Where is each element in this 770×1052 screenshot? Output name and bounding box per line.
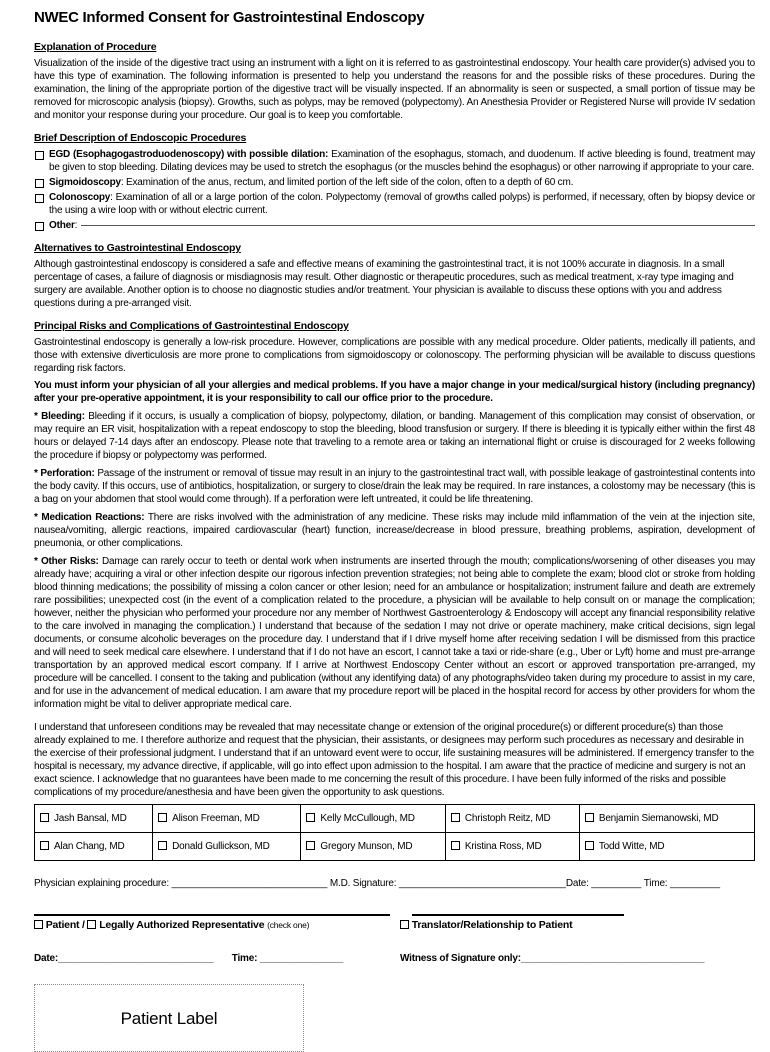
section-heading-alternatives: Alternatives to Gastrointestinal Endoscopy [34,242,241,254]
procedure-text: : Examination of the anus, rectum, and limited portion of the left side of the colon, often to a depth of 60 cm. [120,177,574,188]
physician-name: Kelly McCullough, MD [320,813,415,824]
procedure-text: Examination of the esophagus, stomach, and duodenum. If active bleeding is found, treatment may be given to stop bleeding. Dilating devices may be used to stretch the esophagus (or the muscles behind the esophagus) or other narrowing if appropriate to your care. [49,149,755,173]
date-line[interactable]: _________ [591,878,642,889]
checkbox-icon[interactable] [34,920,43,929]
physician-name: Alan Chang, MD [54,841,125,852]
procedure-label: Colonoscopy [49,192,111,203]
alternatives-body: Although gastrointestinal endoscopy is considered a safe and effective means of examining the gastrointestinal tract, it is not 100% accurate in diagnosis. In a small percentage of cases, a failure of diagnosis or misdiagnosis may result. Other diagnostic or therapeutic procedures, such as medical treatment, x-ray type imaging and surgery are available. Another option is to choose no diagnostic studies and/or treatment. Your physician is available to discuss these options with you and address questions during a pre-arranged visit. [34,259,734,309]
checkbox-icon[interactable] [40,813,49,822]
physician-selection-table [34,804,755,861]
signer-separator: / [79,919,88,931]
witness-line[interactable]: _________________________________ [520,953,705,964]
procedure-item-other [34,219,755,232]
physician-name: Benjamin Siemanowski, MD [598,813,719,824]
translator-signature-block [400,914,640,932]
risk-label: * Medication Reactions: [34,512,145,523]
lar-label: Legally Authorized Representative [99,919,268,931]
procedure-label: EGD (Esophagogastroduodenoscopy) with possible dilation: [49,149,329,160]
physician-name: Christoph Reitz, MD [464,813,551,824]
procedure-item-colonoscopy [34,191,755,217]
risks-warning: You must inform your physician of all your allergies and medical problems. If you have a major change in your medical/surgical history (including pregnancy) after your pre-operative appointment, it is your responsibility to call our office prior to the procedure. [34,380,755,404]
checkbox-icon[interactable] [306,813,315,822]
translator-label: Translator/Relationship to Patient [411,919,573,931]
physician-name: Alison Freeman, MD [172,813,260,824]
physician-cell[interactable] [153,833,301,861]
risk-item-other-risks [34,555,755,711]
section-heading-procedures: Brief Description of Endoscopic Procedures [34,132,247,144]
risk-text: Bleeding if it occurs, is usually a complication of biopsy, polypectomy, dilation, or banding. Management of this complication may consist of observation, or may require an ER visit, hospitalization with a repeat endoscopy to stop the bleeding, blood transfusion or surgery. If there is bleeding it is typically either within the first 48 hours or delayed 7-14 days after an endoscopy. Please note that traveling to a remote area or taking an international flight or cruise is discouraged for 2 weeks following the procedure if biopsy or polypectomy was performed. [34,411,755,461]
physician-cell[interactable] [445,805,579,833]
risk-text: Damage can rarely occur to teeth or dental work when instruments are inserted through the mouth; complications/worsening of other diseases you may already have; acquiring a viral or other infection despite our rigorous infection prevention strategies; not being able to complete the exam; blood clot or stroke from holding blood thinning medications; the possibility of missing a colon cancer or other lesion; need for an ambulance or hospitalization; instrument failure and death are extremely rare possibilities; unexpected cost (in the event of a complication related to the procedure, a physician will be available to help consult on or manage the complication; however, neither the physician who performed your procedure nor any member of Northwest Gastroenterology & Endoscopy will accept any financial responsibility relative to the care involved in managing the complication.) I understand that because of the sedation I may not drive or operate machinery, make critical decisions, sign legal documents, or consume alcoholic beverages on the procedure day. I understand that if I drive myself home after receiving sedation I will be dismissed from this practice and will need to seek medical care elsewhere. I understand that if I do not have an escort, I cannot take a taxi or ride-share (e.g., Uber or Lyft) home and must pre-arrange transportation by an approved medical escort company. If I arrive at Northwest Endoscopy Center without an escort or approved transportation pre-arranged, my procedure will be cancelled. I consent to the taking and publication (without any identifying data) of any photographs/video taken during my procedure to assist in my care, and for use in the advancement of medical education. I am aware that my procedure report will be placed in the hospital record for access by other providers for whom the information might be vital to deliver appropriate medical care. [34,556,755,710]
time-line[interactable]: _________ [669,878,721,889]
risk-label: * Other Risks: [34,556,99,567]
physician-explaining-line[interactable]: ____________________________ [171,878,328,889]
procedure-text: : [74,220,78,231]
procedure-item-sigmoidoscopy [34,176,755,189]
physician-cell[interactable] [579,805,754,833]
time-line[interactable]: _______________ [259,953,344,964]
patient-signer-caption [34,919,390,932]
procedure-label: Sigmoidoscopy [49,177,121,188]
physician-cell[interactable] [153,805,301,833]
authorization-paragraph: I understand that unforeseen conditions may be revealed that may necessitate change or extension of the original procedure(s) or different procedure(s) than those already explained to me. I therefore authorize and request that the physician, their assistants, or designees may perform such procedures as necessary and desirable in the exercise of their professional judgment. I understand that if an untoward event were to occur, life sustaining measures will be administered. If emergency transfer to the hospital is necessary, my advance directive, if applicable, will go into effect upon admission to the hospital. I am aware that the practice of medicine and surgery is not an exact science. I acknowledge that no guarantees have been made to me concerning the result of this procedure. I have been fully informed of the risks and possible complications of my procedure/anesthesia and have been given the opportunity to ask questions. [34,722,755,798]
patient-label-text: Patient Label [120,1008,218,1028]
checkbox-icon[interactable] [158,813,167,822]
risk-item-perforation [34,467,755,506]
procedure-text: : Examination of all or a large portion of the colon. Polypectomy (removal of growths called polyps) is performed, if necessary, often by biopsy device or the using a wire loop with or without electric current. [49,192,755,216]
patient-label: Patient [45,919,80,931]
checkbox-icon[interactable] [306,841,315,850]
section-heading-risks: Principal Risks and Complications of Gastrointestinal Endoscopy [34,320,349,332]
physician-cell[interactable] [301,833,445,861]
translator-caption [400,919,640,932]
checkbox-icon[interactable] [35,151,44,160]
md-signature-line[interactable]: ______________________________ [398,878,566,889]
date-line[interactable]: ____________________________ [58,953,214,964]
date-label: Date: [565,878,592,889]
checkbox-icon[interactable] [451,841,460,850]
patient-signature-block [34,914,390,932]
witness-block [400,952,704,965]
physician-cell[interactable] [35,833,153,861]
md-signature-label: M.D. Signature: [327,878,399,889]
physician-name: Kristina Ross, MD [464,841,542,852]
risk-text: Passage of the instrument or removal of tissue may result in an injury to the gastrointestinal tract wall, with possible leakage of gastrointestinal contents into the body cavity. If this occurs, use of antibiotics, hospitalization, or surgery to close/drain the leak may be required. In rare instances, a colostomy may be necessary (this is a bag on your abdomen that stool would come through). If a perforation were left untreated, it could be life threatening. [34,468,755,505]
translator-signature-line[interactable] [412,914,624,916]
time-label: Time: [641,878,670,889]
physician-cell[interactable] [579,833,754,861]
checkbox-icon[interactable] [40,841,49,850]
checkbox-icon[interactable] [400,920,409,929]
patient-signature-line[interactable] [34,914,390,916]
table-row [35,833,755,861]
other-fill-in-line[interactable] [81,225,755,226]
risk-label: * Perforation: [34,468,95,479]
physician-name: Gregory Munson, MD [320,841,413,852]
physician-cell[interactable] [35,805,153,833]
patient-label-box [34,984,304,1052]
checkbox-icon[interactable] [87,920,96,929]
date-label: Date: [34,953,59,964]
physician-cell[interactable] [445,833,579,861]
checkbox-icon[interactable] [35,222,44,231]
checkbox-icon[interactable] [585,813,594,822]
risks-intro: Gastrointestinal endoscopy is generally a low-risk procedure. However, complications are possible with any medical procedure. Older patients, medically ill patients, and those with extensive diverticulosis are more prone to complications from sigmoidoscopy or colonoscopy. The performing physician will be available to discuss questions regarding risk factors. [34,337,755,374]
signature-columns [34,914,755,932]
date-time-witness-row [34,952,755,965]
procedure-label: Other [49,220,75,231]
explanation-body: Visualization of the inside of the digestive tract using an instrument with a light on it is referred to as gastrointestinal endoscopy. Your health care provider(s) advised you to have this type of examination. The following information is presented to help you understand the reasons for and the possible risks of these procedures. During the examination, the lining of the appropriate portion of the digestive tract will be visually inspected. If an abnormality is seen or suspected, a small portion of tissue may be removed for microscopic analysis (biopsy). Growths, such as polyps, may be removed (polypectomy). An Anesthesia Provider or Registered Nurse will provide IV sedation and monitor your response during your procedure. Our goal is to keep you comfortable. [34,58,755,121]
table-row [35,805,755,833]
checkbox-icon[interactable] [451,813,460,822]
page-title: NWEC Informed Consent for Gastrointestinal Endoscopy [34,9,425,26]
physician-name: Jash Bansal, MD [54,813,127,824]
checkbox-icon[interactable] [585,841,594,850]
check-one-note: (check one) [267,920,310,930]
checkbox-icon[interactable] [158,841,167,850]
physician-name: Donald Gullickson, MD [172,841,270,852]
date-time-block [34,952,390,965]
risk-label: * Bleeding: [34,411,85,422]
physician-name: Todd Witte, MD [598,841,665,852]
physician-explaining-label: Physician explaining procedure: [34,878,172,889]
physician-signature-row [34,877,755,890]
risk-text: There are risks involved with the administration of any medicine. These risks may include mild inflammation of the vein at the injection site, nausea/vomiting, allergic reactions, impaired cardiovascular (heart) function, increase/decrease in blood pressure, breathing problems, aspiration, development of pneumonia, or other complications. [34,512,756,549]
risk-item-medication-reactions [34,511,755,550]
risk-item-bleeding [34,410,755,462]
witness-label: Witness of Signature only: [400,953,521,964]
physician-cell[interactable] [301,805,445,833]
section-heading-explanation: Explanation of Procedure [34,41,157,53]
checkbox-icon[interactable] [35,194,44,203]
time-label: Time: [231,953,260,964]
procedure-item-egd [34,148,755,174]
checkbox-icon[interactable] [35,179,44,188]
